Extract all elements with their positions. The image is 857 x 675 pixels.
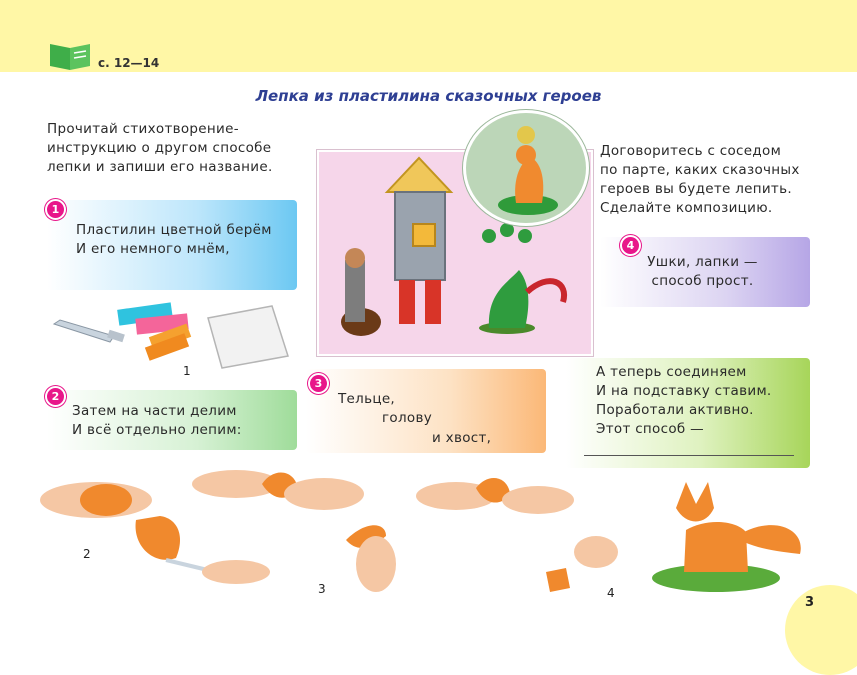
figure-label-3: 3: [318, 582, 326, 596]
poem-text-2: Затем на части делим И всё отдельно лепим:: [72, 403, 242, 438]
step-badge-4: 4: [620, 235, 641, 256]
poem-text-3-line-2: голову: [382, 410, 432, 426]
poem-text-4: Ушки, лапки — способ прост.: [647, 254, 758, 289]
figure-label-2: 2: [83, 547, 91, 561]
answer-line[interactable]: [584, 455, 794, 456]
poem-text-1: Пластилин цветной берём И его немного мнём,: [76, 222, 272, 257]
figure-label-1: 1: [183, 364, 191, 378]
step-badge-3: 3: [308, 373, 329, 394]
poem-text-3-line-3: и хвост,: [432, 430, 492, 446]
book-icon: [48, 40, 92, 72]
poem-text-3-line-1: Тельце,: [338, 391, 396, 407]
instruction-left: Прочитай стихотворение- инструкцию о другом способе лепки и запиши его название.: [47, 121, 273, 175]
modeling-steps-illustration: [36, 460, 816, 610]
fox-figure-photo: [463, 110, 589, 226]
poem-text-5: А теперь соединяем И на подставку ставим. Поработали активно. Этот способ —: [596, 364, 772, 437]
plasticine-illustration: [50, 296, 310, 376]
figure-label-4: 4: [607, 586, 615, 600]
page-reference: с. 12—14: [98, 56, 160, 70]
step-badge-2: 2: [45, 386, 66, 407]
instruction-right: Договоритесь с соседом по парте, каких сказочных героев вы будете лепить. Сделайте композицию.: [600, 143, 800, 216]
lesson-title: Лепка из пластилина сказочных героев: [255, 87, 602, 105]
page-number: 3: [805, 595, 815, 610]
step-badge-1: 1: [45, 199, 66, 220]
